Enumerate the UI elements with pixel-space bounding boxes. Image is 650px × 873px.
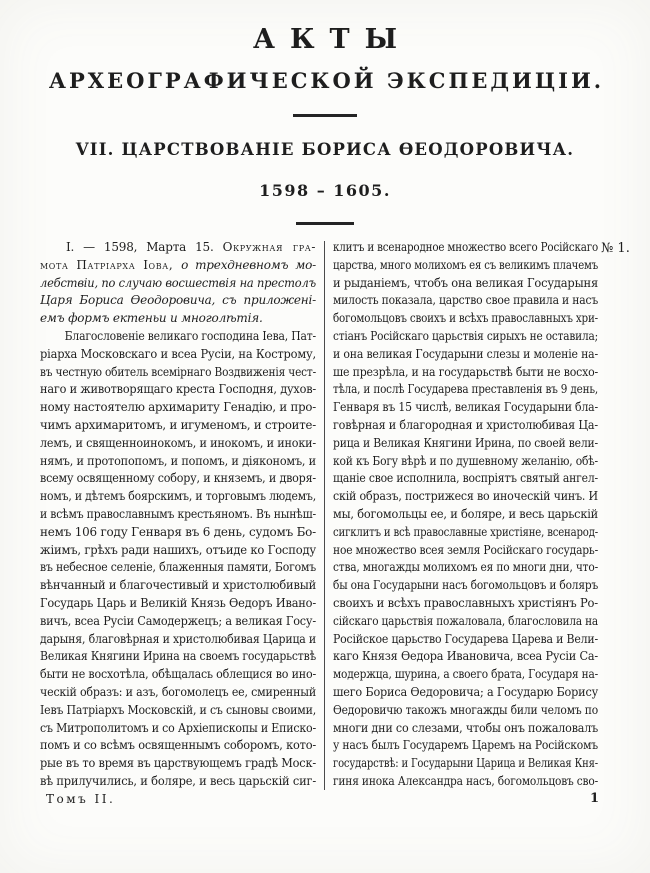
text-line: въ небесное селеніе, блаженныя памяти, Богомъ	[40, 560, 316, 575]
text-line: говѣрная и благородная и христолюбивая Ца-	[333, 417, 598, 432]
document-number: № 1.	[601, 241, 630, 256]
text-line: богомольцовъ своихъ и всѣхъ православныхъ хри-	[333, 311, 598, 326]
text-line: стіанъ Російскаго царьствія сирыхъ не оставила;	[333, 328, 598, 343]
text-line: Ѳедоровичю такожъ многажды били челомъ по	[333, 702, 598, 717]
text-line: кой къ Богу вѣрѣ и по душевному желанію, обѣ-	[333, 453, 598, 468]
text-line: сигклитъ и всѣ православные христіяне, всенарод-	[333, 524, 598, 539]
text-line: помъ и со всѣмъ освященнымъ соборомъ, кото-	[40, 738, 316, 753]
text-line: Іевъ Патріархъ Московскій, и съ сыновы своими,	[40, 702, 316, 717]
text-line: всему освященному собору, и княземъ, и дворя-	[40, 471, 316, 486]
text-line: ріарха Московскаго и всеа Русіи, на Кострому,	[40, 346, 316, 361]
text-line: емъ формъ ектеньи и многолѣтія.	[40, 311, 263, 326]
text-line: щаніе свое исполнила, воспріятъ святый ангел-	[333, 471, 598, 486]
text-line: сійскаго царьствія пожаловала, благословила на	[333, 613, 598, 628]
text-line: и рыданіемъ, чтобъ она великая Государыня	[333, 275, 598, 290]
text-line: мота Патріарха Іова, о трехдневномъ мо-	[40, 257, 316, 272]
text-line: ства, многажды молихомъ ея по многи дни, что-	[333, 560, 598, 575]
section-heading: VII. ЦАРСТВОВАНІЕ БОРИСА ѲЕОДОРОВИЧА.	[75, 140, 575, 159]
text-line: вичъ, всеа Русіи Самодержецъ; а великая Госу-	[40, 613, 316, 628]
text-line: въ честную обитель всемірнаго Воздвиженія чест-	[40, 364, 316, 379]
text-line: ше презрѣла, и на государьствѣ быти не восхо-	[333, 364, 598, 379]
text-line: тѣла, и послѣ Государева преставленія въ 9 день,	[333, 382, 598, 397]
text-line: у насъ былъ Государемъ Царемъ на Російскомъ	[333, 738, 598, 753]
text-line: царства, много молихомъ ея съ великимъ плачемъ	[333, 257, 598, 272]
text-line: и она великая Государыни слезы и моленіе на-	[333, 346, 598, 361]
text-body	[40, 239, 598, 792]
section-years: 1598 – 1605.	[259, 181, 391, 200]
book-title: АКТЫ	[252, 24, 413, 55]
text-line: Російское царьство Государева Царева и Вели-	[333, 631, 598, 646]
text-line: немъ 106 году Генваря въ 6 день, судомъ Бо-	[40, 524, 316, 539]
volume-label: Томъ II.	[46, 792, 116, 806]
text-line: каго Князя Ѳедора Ивановича, всеа Русіи Са-	[333, 649, 598, 664]
text-line: съ Митрополитомъ и со Архіепископы и Еписко-	[40, 720, 316, 735]
text-line: ное множество всея земля Російскаго государь-	[333, 542, 598, 557]
text-column-right	[333, 239, 598, 792]
text-line: скій образъ, пострижеся во иноческій чинъ. И	[333, 489, 598, 504]
text-line: нямъ, и протопопомъ, и попомъ, и діякономъ, и	[40, 453, 316, 468]
text-line: Великая Княгини Ирина на своемъ государьствѣ	[40, 649, 316, 664]
text-line: ному настоятелю архимариту Генадію, и про-	[40, 400, 316, 415]
text-line: номъ, и дѣтемъ боярскимъ, и торговымъ людемъ,	[40, 489, 316, 504]
text-line: І. — 1598, Марта 15. Окружная гра-	[66, 240, 317, 254]
text-line: вѣ прилучились, и боляре, и весь царьскій сиг-	[40, 773, 316, 788]
text-line: лебствіи, по случаю восшествія на престолъ	[40, 275, 316, 290]
text-line: шего Бориса Ѳедоровича; а Государю Борису	[333, 684, 598, 699]
column-divider	[324, 241, 325, 790]
text-line: государствѣ: и Государыни Царица и Великая Кня-	[333, 756, 598, 771]
text-line: многи дни со слезами, чтобы онъ пожаловалъ	[333, 720, 598, 735]
book-subtitle: АРХЕОГРАФИЧЕСКОЙ ЭКСПЕДИЦІИ.	[48, 68, 605, 93]
text-line: своихъ и всѣхъ православныхъ христіянъ Ро-	[333, 595, 598, 610]
text-column-left	[40, 239, 316, 792]
text-line: клитъ и всенародное множество всего Російскаго	[333, 240, 598, 254]
text-line: модержца, шурина, а своего брата, Государя на-	[333, 667, 598, 682]
text-line: лемъ, и священноинокомъ, и инокомъ, и иноки-	[40, 435, 316, 450]
text-line: бы она Государыни насъ богомольцовъ и боляръ	[333, 578, 598, 593]
divider-rule-top	[293, 114, 357, 117]
text-line: Царя Бориса Ѳеодоровича, съ приложені-	[40, 293, 316, 308]
text-line: мы, богомольцы ее, и боляре, и весь царьскій	[333, 506, 598, 521]
divider-rule-section	[296, 222, 354, 225]
text-line: Благословеніе великаго господина Іева, Пат-	[64, 328, 316, 343]
text-line: гиня инока Александра насъ, богомольцовъ сво-	[333, 773, 598, 788]
text-line: быти не восхотѣла, обѣщалась облещися во ино-	[40, 667, 316, 682]
page-number: 1	[590, 791, 600, 806]
text-line: дарыня, благовѣрная и христолюбивая Царица и	[40, 631, 316, 646]
text-line: ческій образъ: и азъ, богомолецъ ее, смиренный	[40, 684, 316, 699]
text-line: вѣнчанный и благочестивый и христолюбивый	[40, 578, 316, 593]
text-line: милость показала, царство свое правила и насъ	[333, 293, 598, 308]
text-line: жіимъ, грѣхъ ради нашихъ, отъиде ко Господу	[40, 542, 316, 557]
text-line: и всѣмъ православнымъ крестьяномъ. Въ нынѣш-	[40, 506, 316, 521]
text-line: наго и животворящаго креста Господня, духов-	[40, 382, 316, 397]
text-line: Государь Царь и Великій Князь Ѳедоръ Ивано-	[40, 595, 316, 610]
text-line: рица и Великая Княгини Ирина, по своей вели-	[333, 435, 598, 450]
text-line: чимъ архимаритомъ, и игуменомъ, и строите-	[40, 417, 316, 432]
text-line: рые въ то время въ царствующемъ градѣ Моск-	[40, 756, 316, 771]
text-line: Генваря въ 15 числѣ, великая Государыни бла-	[333, 400, 598, 415]
